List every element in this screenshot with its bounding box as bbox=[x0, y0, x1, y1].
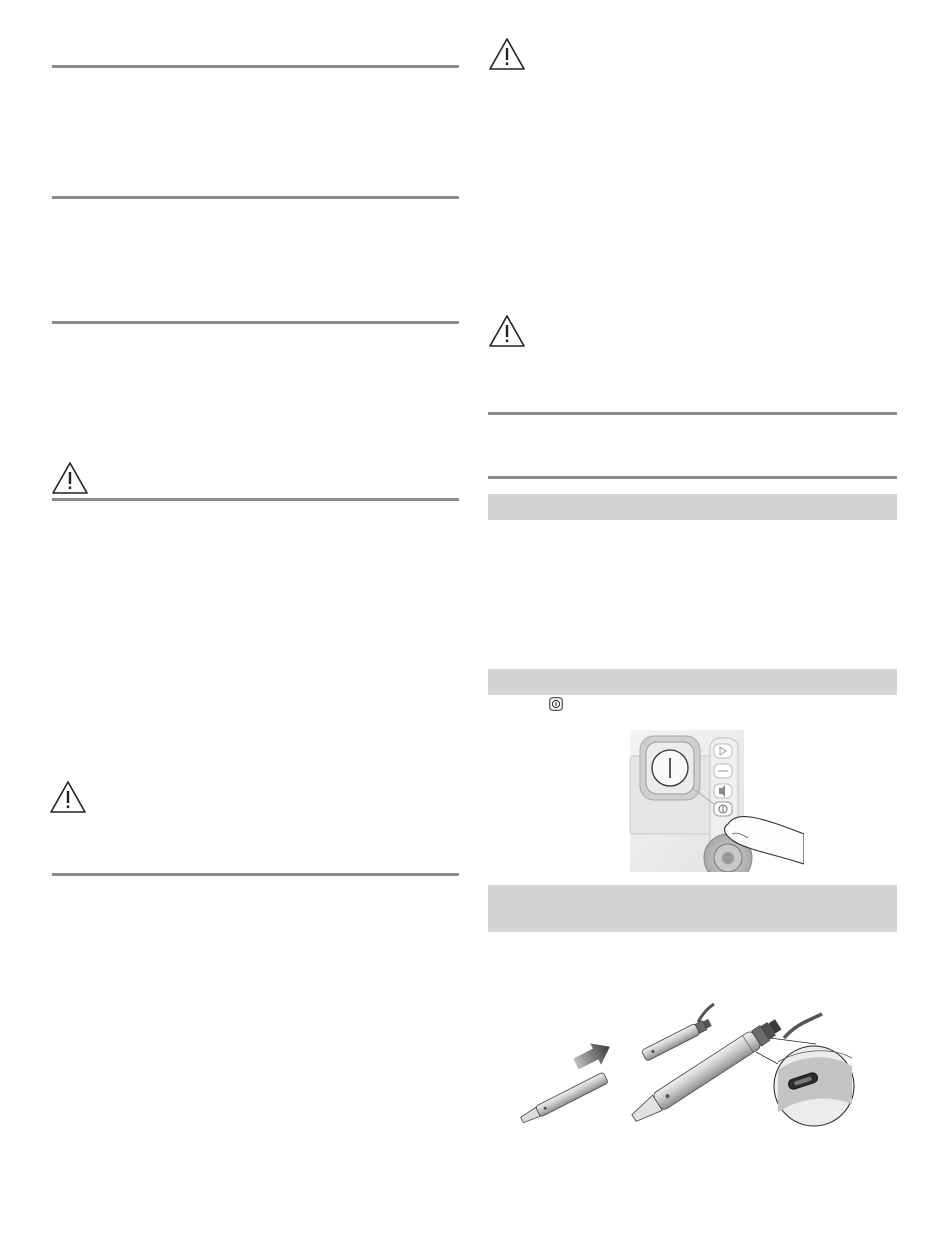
warning-triangle-icon bbox=[49, 780, 87, 814]
power-button-press-illustration bbox=[624, 730, 804, 872]
warning-triangle-icon bbox=[51, 461, 89, 495]
section-divider-6 bbox=[488, 476, 897, 479]
section-divider-1 bbox=[52, 65, 459, 68]
shaded-header-1 bbox=[488, 494, 897, 520]
warning-triangle-icon bbox=[488, 314, 526, 348]
section-divider-2 bbox=[52, 196, 459, 199]
section-divider-5 bbox=[488, 412, 897, 415]
power-button-icon bbox=[549, 697, 563, 711]
warning-section-divider bbox=[52, 498, 459, 501]
section-divider-4 bbox=[52, 873, 459, 876]
handpiece-assembly-illustration bbox=[516, 1000, 856, 1130]
shaded-header-3 bbox=[488, 885, 897, 932]
section-divider-3 bbox=[52, 321, 459, 324]
warning-triangle-icon bbox=[488, 37, 526, 71]
shaded-header-2 bbox=[488, 669, 897, 695]
